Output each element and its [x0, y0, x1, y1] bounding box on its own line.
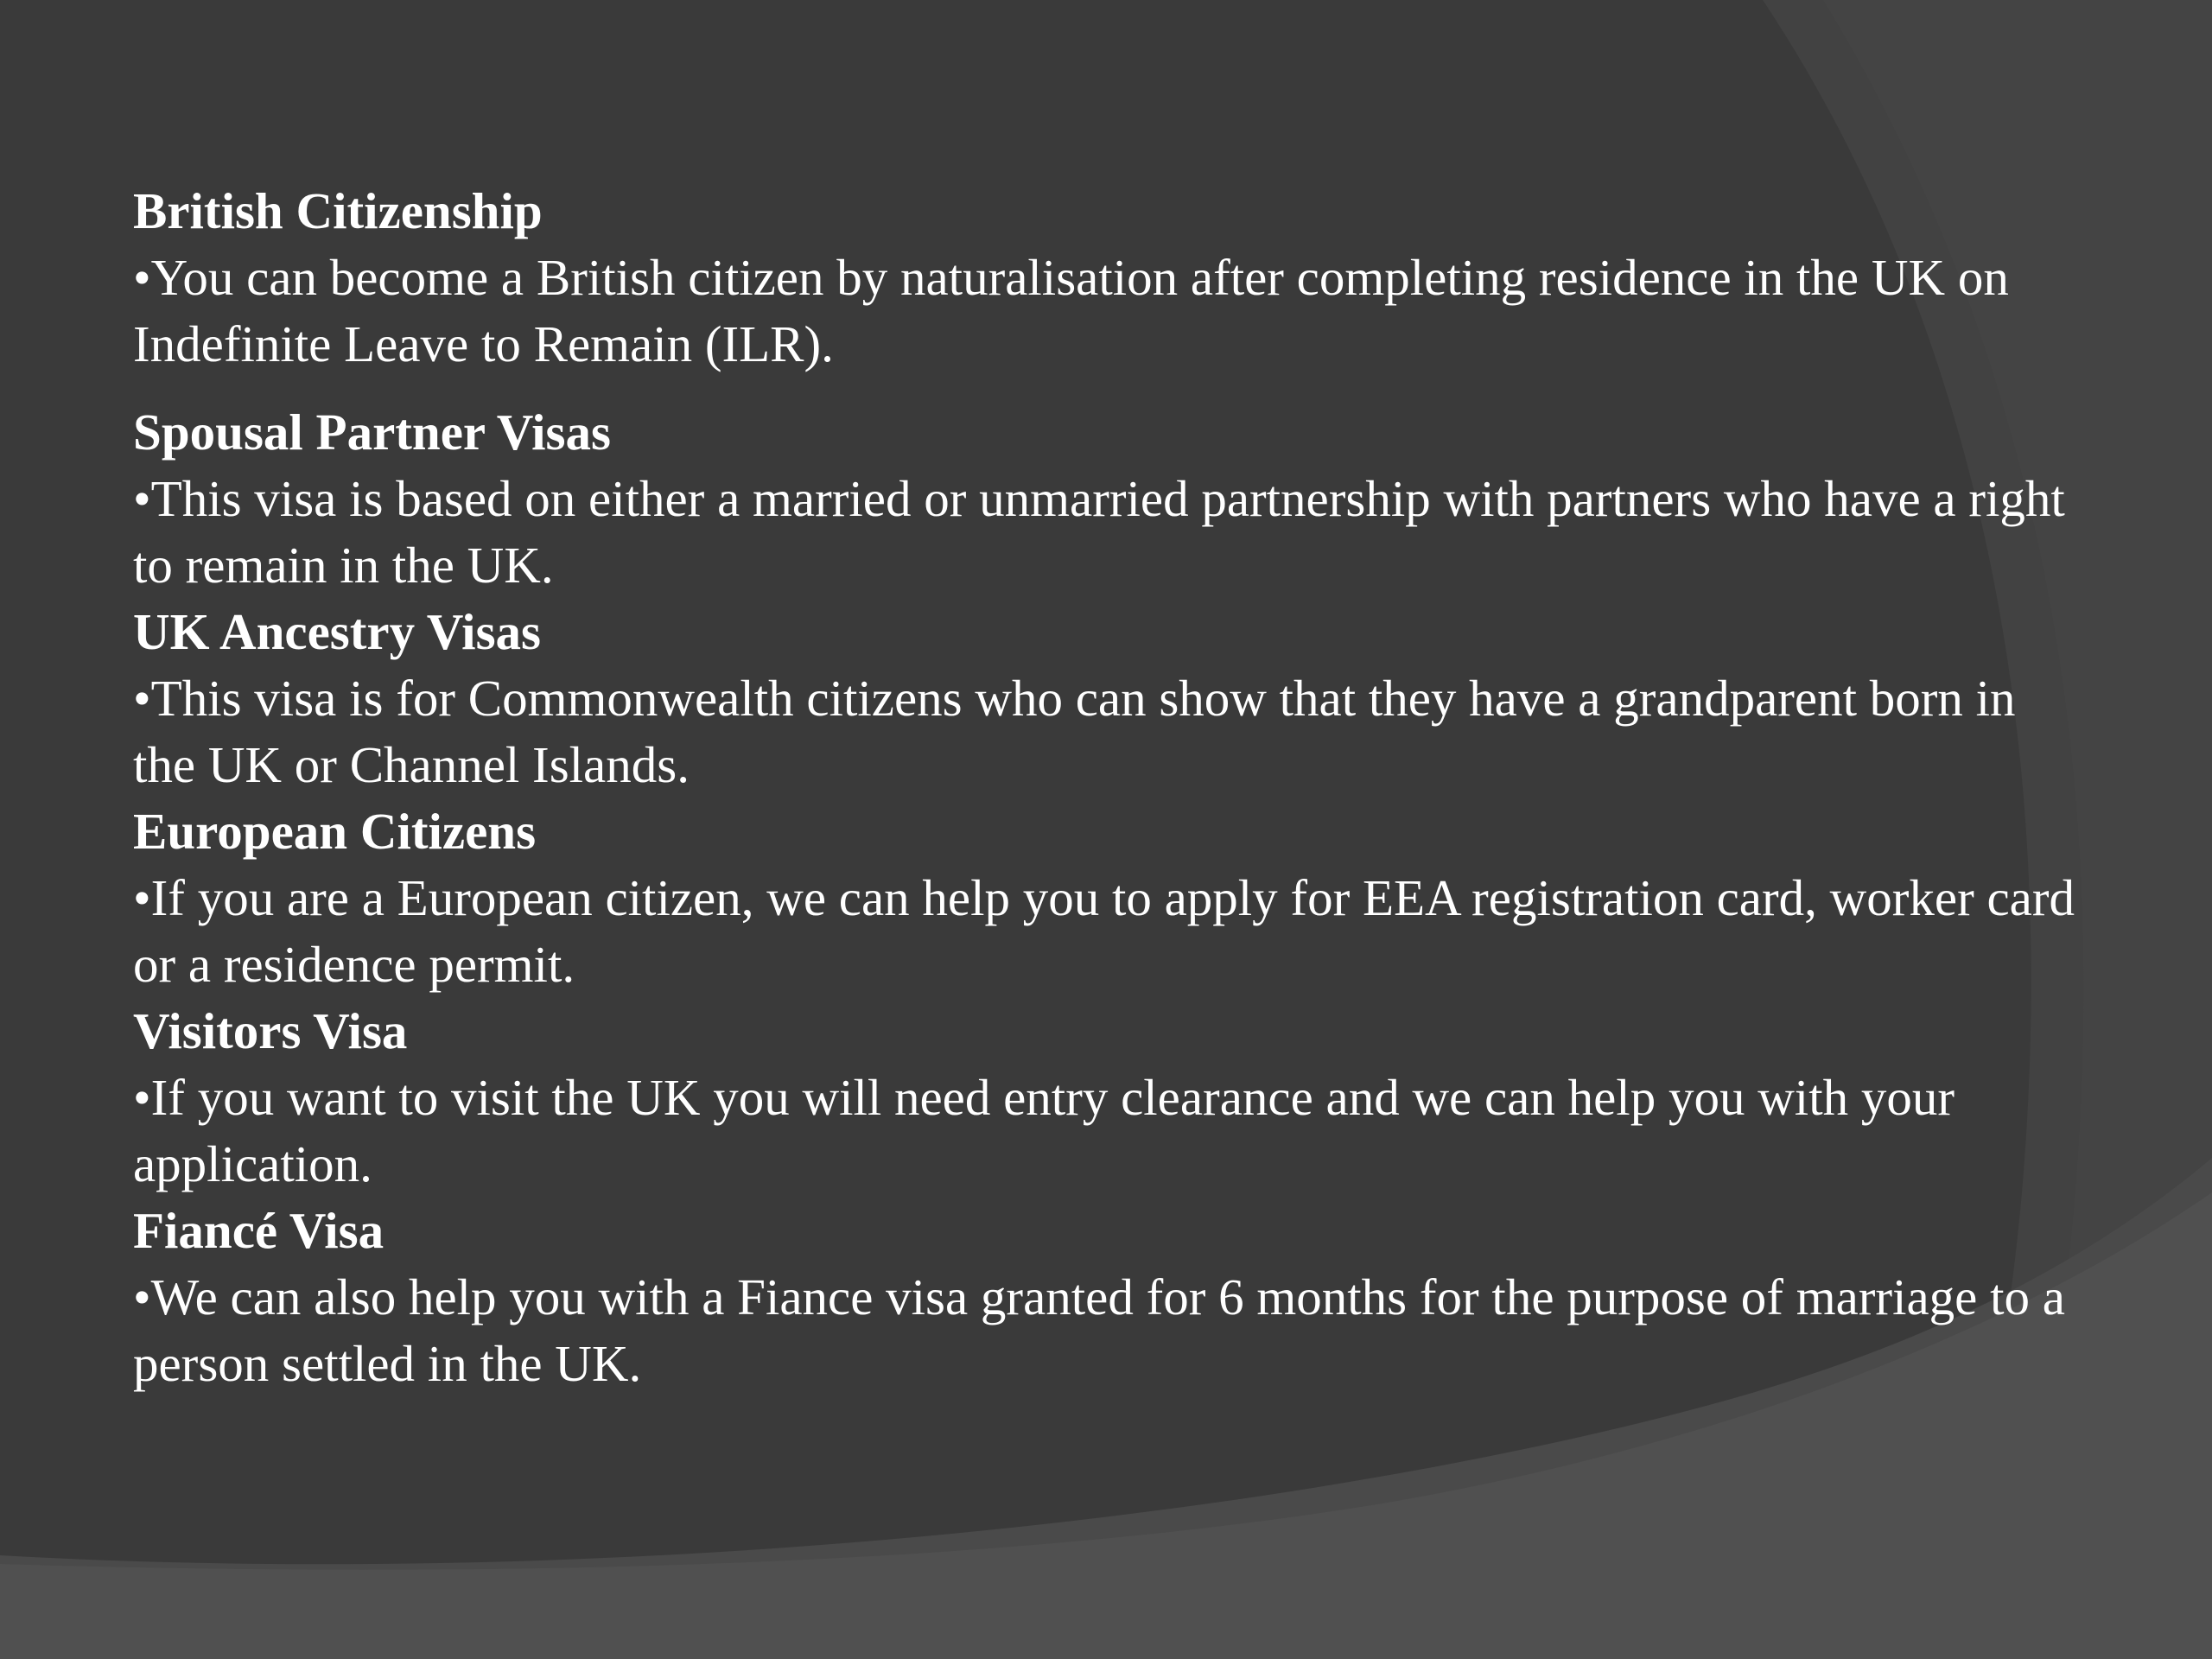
section-text: •This visa is for Commonwealth citizens who can show that they have a grandparent born in the UK or Channel Islands. — [133, 670, 2016, 793]
content-text-block — [133, 178, 2086, 1397]
section-text: •This visa is based on either a married or unmarried partnership with partners who have a right to remain in the UK. — [133, 470, 2065, 594]
section-text: •We can also help you with a Fiance visa granted for 6 months for the purpose of marriage to a person settled in the UK. — [133, 1268, 2065, 1392]
section-heading: European Citizens — [133, 803, 537, 860]
section-heading: British Citizenship — [133, 182, 543, 239]
section-british-citizenship — [133, 178, 2086, 378]
section-european-citizens — [133, 798, 2086, 998]
section-text: •If you want to visit the UK you will need entry clearance and we can help you with your application. — [133, 1069, 1955, 1192]
section-fiance-visa — [133, 1198, 2086, 1397]
section-uk-ancestry-visas — [133, 599, 2086, 798]
section-visitors-visa — [133, 998, 2086, 1198]
section-text: •You can become a British citizen by naturalisation after completing residence in the UK on Indefinite Leave to Remain (ILR). — [133, 249, 2009, 372]
section-heading: Visitors Visa — [133, 1002, 408, 1059]
section-heading: Spousal Partner Visas — [133, 404, 611, 461]
section-heading: UK Ancestry Visas — [133, 603, 541, 660]
section-spousal-partner-visas — [133, 399, 2086, 599]
section-text: •If you are a European citizen, we can help you to apply for EEA registration card, worker card or a residence permit. — [133, 869, 2075, 993]
section-heading: Fiancé Visa — [133, 1202, 385, 1259]
